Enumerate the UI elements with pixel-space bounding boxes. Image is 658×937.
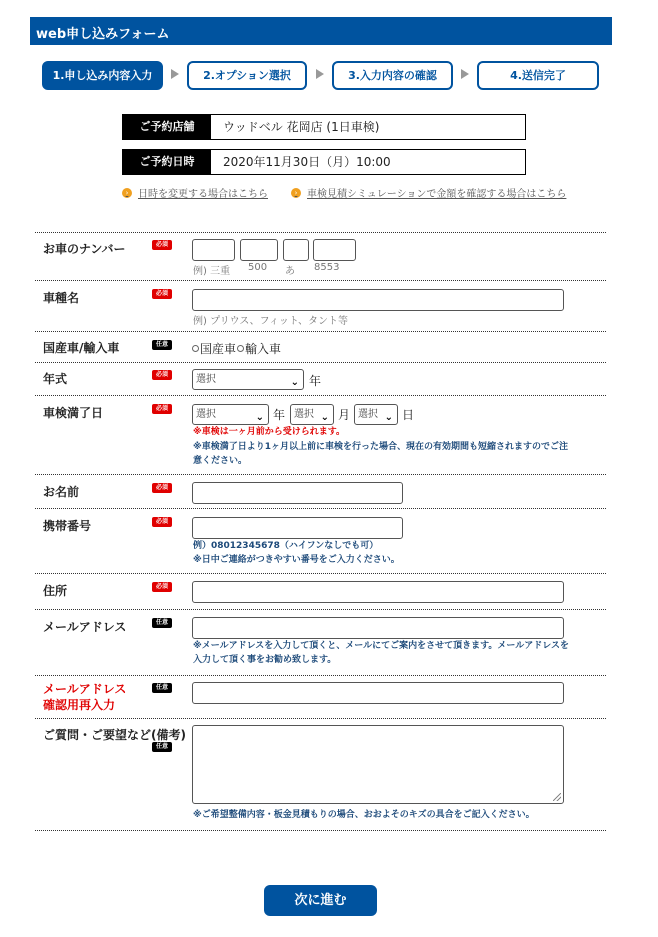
reservation-date-label: ご予約日時: [123, 150, 211, 174]
divider: [35, 280, 606, 281]
step-arrow-icon: [461, 69, 469, 79]
inspection-label: 車検満了日: [43, 406, 104, 420]
year-select[interactable]: [192, 369, 304, 390]
inspection-day-value: 選択: [358, 409, 378, 420]
reservation-date-row: [122, 149, 526, 175]
change-date-link-text[interactable]: 日時を変更する場合はこちら: [138, 189, 268, 200]
remarks-textarea[interactable]: [192, 725, 564, 804]
name-input[interactable]: [192, 482, 403, 504]
required-badge: 必須: [152, 483, 172, 493]
inspection-year-select[interactable]: [192, 404, 269, 425]
step-arrow-icon: [316, 69, 324, 79]
year-unit: 年: [309, 374, 322, 388]
step-2: [187, 61, 307, 90]
required-badge: 必須: [152, 370, 172, 380]
origin-label: 国産車/輸入車: [43, 341, 120, 355]
plate-kana-input[interactable]: [283, 239, 309, 261]
phone-note-example: 例）08012345678（ハイフンなしでも可）: [193, 541, 379, 551]
reservation-store-label: ご予約店舗: [123, 115, 211, 139]
chevron-down-icon: ⌄: [255, 412, 264, 423]
address-input[interactable]: [192, 581, 564, 603]
plate-hint-region: 例) 三重: [193, 266, 231, 277]
inspection-note-line1: ※車検満了日より1ヶ月以上前に車検を行った場合、現在の有効期間も短縮されますのでご注: [193, 442, 569, 452]
email-confirm-input[interactable]: [192, 682, 564, 704]
required-badge: 必須: [152, 517, 172, 527]
arrow-circle-icon: ›: [291, 188, 301, 198]
optional-badge: 任意: [152, 683, 172, 693]
origin-domestic-radio[interactable]: [192, 340, 236, 357]
address-label: 住所: [43, 584, 68, 598]
divider: [35, 474, 606, 475]
step-2-label: 2.オプション選択: [203, 69, 291, 82]
inspection-day-select[interactable]: [354, 404, 398, 425]
name-label: お名前: [43, 485, 80, 499]
email-confirm-label-line1: メールアドレス: [43, 682, 127, 696]
plate-region-input[interactable]: [192, 239, 235, 261]
divider: [35, 573, 606, 574]
origin-domestic-label: 国産車: [200, 342, 237, 356]
divider: [35, 232, 606, 233]
divider: [35, 508, 606, 509]
plate-hint-kana: あ: [285, 266, 295, 277]
required-badge: 必須: [152, 289, 172, 299]
chevron-down-icon: ⌄: [320, 412, 329, 423]
phone-input[interactable]: [192, 517, 403, 539]
optional-badge: 任意: [152, 340, 172, 350]
change-date-link[interactable]: [122, 185, 268, 200]
chevron-down-icon: ⌄: [290, 377, 299, 388]
plate-label: お車のナンバー: [43, 242, 126, 256]
year-select-value: 選択: [196, 374, 216, 385]
origin-import-radio[interactable]: [237, 340, 281, 357]
divider: [35, 830, 606, 831]
step-4: [477, 61, 599, 90]
step-3: [332, 61, 453, 90]
step-arrow-icon: [171, 69, 179, 79]
phone-label: 携帯番号: [43, 519, 92, 533]
inspection-year-unit: 年: [273, 408, 286, 422]
optional-badge: 任意: [152, 742, 172, 752]
remarks-note: ※ご希望整備内容・板金見積もりの場合、おおよそのキズの具合をご記入ください。: [193, 810, 535, 820]
required-badge: 必須: [152, 240, 172, 250]
inspection-month-value: 選択: [294, 409, 314, 420]
divider: [35, 331, 606, 332]
plate-class-input[interactable]: [240, 239, 278, 261]
step-1-label: 1.申し込み内容入力: [52, 69, 153, 82]
radio-button-icon[interactable]: [237, 345, 244, 352]
email-input[interactable]: [192, 617, 564, 639]
inspection-month-unit: 月: [338, 408, 351, 422]
phone-note-instruction: ※日中ご連絡がつきやすい番号をご入力ください。: [193, 555, 400, 565]
plate-number-input[interactable]: [313, 239, 356, 261]
plate-hint-class: 500: [248, 262, 268, 273]
simulation-link[interactable]: [291, 185, 566, 200]
model-label: 車種名: [43, 291, 80, 305]
email-confirm-label-line2: 確認用再入力: [43, 698, 116, 712]
inspection-year-value: 選択: [196, 409, 216, 420]
arrow-circle-icon: ›: [122, 188, 132, 198]
reservation-store-row: [122, 114, 526, 140]
divider: [35, 395, 606, 396]
email-confirm-label: [43, 681, 126, 713]
model-input[interactable]: [192, 289, 564, 311]
optional-badge: 任意: [152, 618, 172, 628]
simulation-link-text[interactable]: 車検見積シミュレーションで金額を確認する場合はこちら: [307, 189, 567, 200]
year-label: 年式: [43, 372, 68, 386]
inspection-day-unit: 日: [402, 408, 415, 422]
divider: [35, 675, 606, 676]
step-1: [42, 61, 163, 90]
origin-import-label: 輸入車: [245, 342, 282, 356]
email-label: メールアドレス: [43, 620, 127, 634]
form-title: web申し込みフォーム: [36, 27, 170, 42]
divider: [35, 609, 606, 610]
form-header: [30, 17, 612, 45]
model-hint: 例) プリウス、フィット、タント等: [193, 316, 348, 327]
radio-button-icon[interactable]: [192, 345, 199, 352]
reservation-store-value: ウッドベル 花岡店 (1日車検): [223, 120, 380, 134]
inspection-note-red: ※車検は一ヶ月前から受けられます。: [193, 427, 346, 437]
plate-hint-number: 8553: [314, 262, 340, 273]
email-note-line1: ※メールアドレスを入力して頂くと、メールにてご案内をさせて頂きます。メールアドレスを: [193, 641, 569, 651]
chevron-down-icon: ⌄: [384, 412, 393, 423]
step-4-label: 4.送信完了: [510, 69, 566, 82]
remarks-label: ご質問・ご要望など(備考): [43, 728, 186, 742]
resize-grip-icon[interactable]: [553, 793, 561, 801]
reservation-date-value: 2020年11月30日（月）10:00: [223, 155, 391, 169]
step-3-label: 3.入力内容の確認: [348, 69, 437, 82]
divider: [35, 718, 606, 719]
email-note-line2: 入力して頂く事をお勧め致します。: [193, 655, 337, 665]
required-badge: 必須: [152, 404, 172, 414]
required-badge: 必須: [152, 582, 172, 592]
next-button[interactable]: 次に進む: [264, 885, 377, 916]
divider: [35, 362, 606, 363]
inspection-month-select[interactable]: [290, 404, 334, 425]
inspection-note-line2: 意ください。: [193, 456, 248, 466]
